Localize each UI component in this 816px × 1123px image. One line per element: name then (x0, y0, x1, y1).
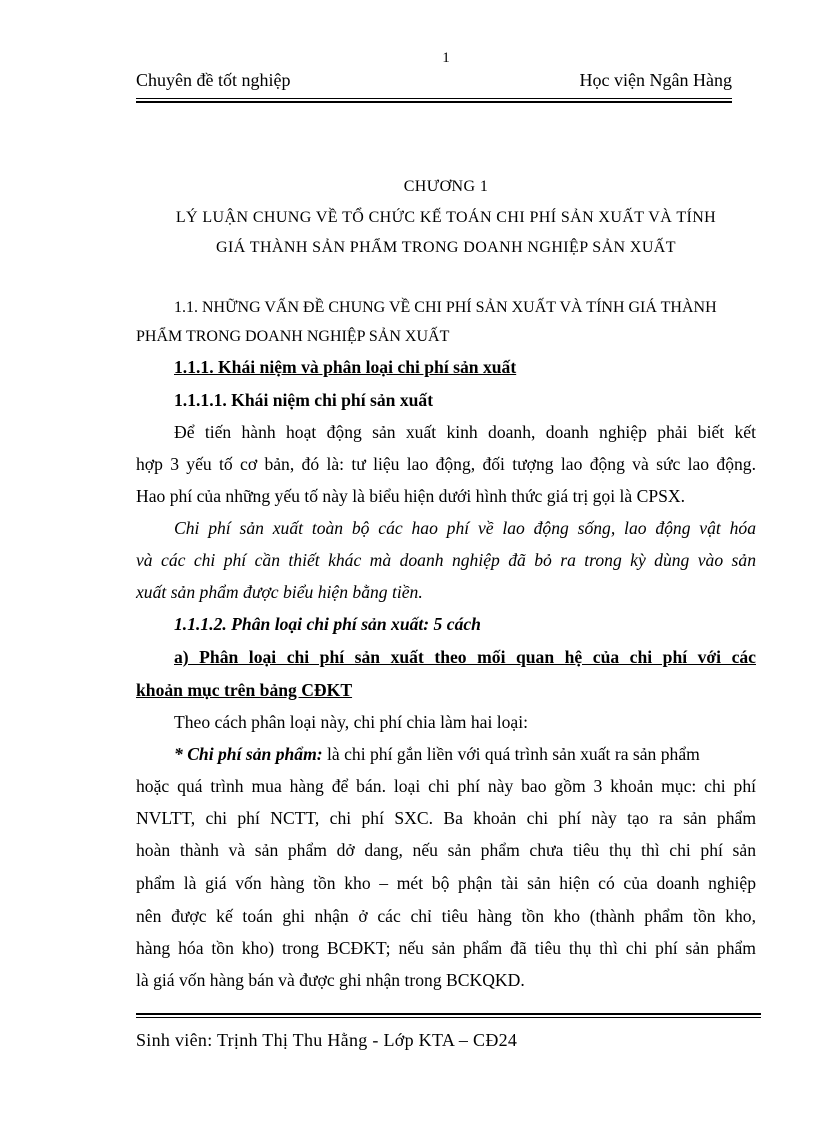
paragraph-1-line: Để tiến hành hoạt động sản xuất kinh doanh, doanh nghiệp phải biết kết (174, 422, 756, 442)
paragraph-4-first-line (174, 744, 756, 765)
paragraph-4-line: phẩm là giá vốn hàng tồn kho – mét bộ phận tài sản hiện có của doanh nghiệp (136, 873, 756, 893)
paragraph-4-line: nên được kế toán ghi nhận ở các chỉ tiêu hàng tồn kho (thành phẩm tồn kho, (136, 906, 756, 926)
subsection-a-heading-line-1: a) Phân loại chi phí sản xuất theo mối quan hệ của chi phí với các (174, 647, 756, 667)
page-number: 1 (442, 50, 450, 66)
paragraph-4-line: hàng hóa tồn kho) trong BCĐKT; nếu sản phẩm đã tiêu thụ thì chi phí sản phẩm (136, 938, 756, 958)
header-doc-type: Chuyên đề tốt nghiệp (136, 70, 291, 90)
paragraph-3: Theo cách phân loại này, chi phí chia làm hai loại: (174, 712, 529, 732)
subsection-a-heading-line-2: khoản mục trên bảng CĐKT (136, 680, 353, 700)
paragraph-1-line: hợp 3 yếu tố cơ bản, đó là: tư liệu lao động, đối tượng lao động và sức lao động. (136, 454, 756, 474)
chapter-title-line-1: LÝ LUẬN CHUNG VỀ TỔ CHỨC KẾ TOÁN CHI PHÍ SẢN XUẤT VÀ TÍNH (175, 209, 717, 226)
term-chi-phi-san-pham: * Chi phí sản phẩm: (174, 744, 323, 764)
section-1-1-heading-line-1: 1.1. NHỮNG VẤN ĐỀ CHUNG VỀ CHI PHÍ SẢN XUẤT VÀ TÍNH GIÁ THÀNH (174, 299, 717, 316)
header-divider (136, 98, 732, 103)
paragraph-2-line: và các chi phí cần thiết khác mà doanh nghiệp đã bỏ ra trong kỳ dùng vào sản (136, 550, 756, 570)
footer-student-info: Sinh viên: Trịnh Thị Thu Hằng - Lớp KTA – CĐ24 (136, 1030, 518, 1050)
section-1-1-1-heading: 1.1.1. Khái niệm và phân loại chi phí sản xuất (174, 357, 517, 377)
section-1-1-heading-line-2: PHẨM TRONG DOANH NGHIỆP SẢN XUẤT (136, 328, 450, 345)
chapter-number: CHƯƠNG 1 (403, 178, 489, 195)
paragraph-4-line: hoàn thành và sản phẩm dở dang, nếu sản phẩm chưa tiêu thụ thì chi phí sản (136, 840, 756, 860)
footer-divider (136, 1013, 761, 1018)
header-institution: Học viện Ngân Hàng (579, 70, 732, 90)
section-1-1-1-2-heading: 1.1.1.2. Phân loại chi phí sản xuất: 5 cách (174, 614, 481, 634)
section-1-1-1-1-heading: 1.1.1.1. Khái niệm chi phí sản xuất (174, 390, 434, 410)
paragraph-2-line: Chi phí sản xuất toàn bộ các hao phí về lao động sống, lao động vật hóa (174, 518, 756, 538)
chapter-title-line-2: GIÁ THÀNH SẢN PHẨM TRONG DOANH NGHIỆP SẢN XUẤT (216, 239, 676, 256)
paragraph-4-line: là giá vốn hàng bán và được ghi nhận trong BCKQKD. (136, 970, 525, 990)
paragraph-1-line: Hao phí của những yếu tố này là biểu hiện dưới hình thức giá trị gọi là CPSX. (136, 486, 686, 506)
paragraph-4-line: hoặc quá trình mua hàng để bán. loại chi phí này bao gồm 3 khoản mục: chi phí (136, 776, 756, 796)
paragraph-4-line: NVLTT, chi phí NCTT, chi phí SXC. Ba khoản chi phí này tạo ra sản phẩm (136, 808, 756, 828)
paragraph-4-line-text: là chi phí gắn liền với quá trình sản xuất ra sản phẩm (322, 744, 700, 764)
paragraph-2-line: xuất sản phẩm được biểu hiện bằng tiền. (136, 582, 423, 602)
